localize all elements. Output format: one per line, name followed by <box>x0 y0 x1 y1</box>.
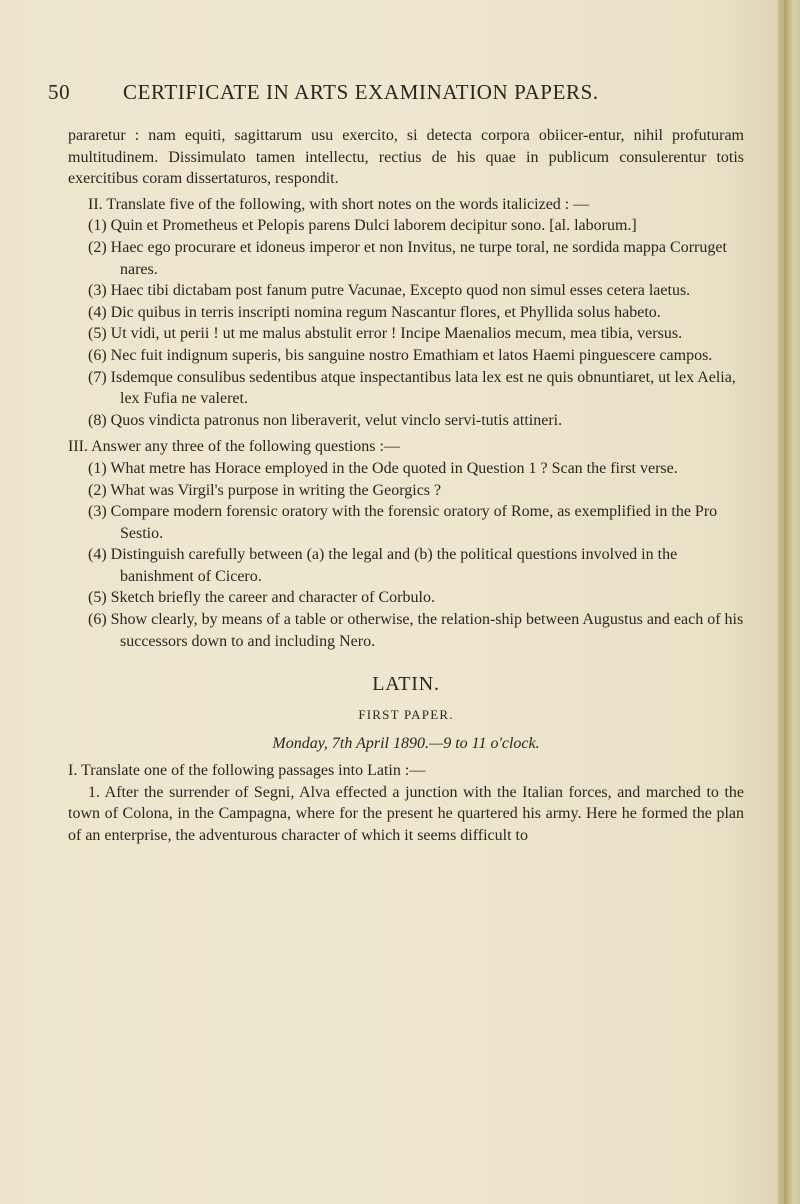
section-2-item: (7) Isdemque consulibus sedentibus atque inspectantibus lata lex est ne quis obnuntiaret, ut lex Aelia, lex Fufia ne valeret. <box>88 368 736 408</box>
passage-1: 1. After the surrender of Segni, Alva effected a junction with the Italian forces, and marched to the town of Colona, in the Campagna, where for the present he quartered his army. Here he formed the plan of an enterprise, the adventurous character of which it seems difficult to <box>68 783 744 844</box>
section-3-item: (6) Show clearly, by means of a table or otherwise, the relation-ship between Augustus and each of his successors down to and including Nero. <box>88 611 744 650</box>
section-2-item: (8) Quos vindicta patronus non liberaverit, velut vinclo servi-tutis attineri. <box>88 411 563 429</box>
exam-date-line: Monday, 7th April 1890.—9 to 11 o'clock. <box>272 735 540 753</box>
section-2-item: (5) Ut vidi, ut perii ! ut me malus abstulit error ! Incipe Maenalios mecum, mea tibia, versus. <box>88 325 683 343</box>
intro-paragraph: pararetur : nam equiti, sagittarum usu exercito, si detecta corpora obiicer-entur, nihil profuturam multitudinem. Dissimulato tamen intellectu, rectius de his quae in publicum consulerentur totis exercitibus coram dissertaturos, respondit. <box>68 127 744 188</box>
section-3-item: (5) Sketch briefly the career and character of Corbulo. <box>88 589 435 607</box>
section-2-item: (1) Quin et Prometheus et Pelopis parens Dulci laborem decipitur sono. [al. laborum.] <box>88 217 637 235</box>
section-2-item: (2) Haec ego procurare et idoneus imperor et non Invitus, ne turpe toral, ne sordida mappa Corruget nares. <box>88 238 727 278</box>
section-3-heading: III. Answer any three of the following questions :— <box>68 438 400 456</box>
section-3-item: (3) Compare modern forensic oratory with the forensic oratory of Rome, as exemplified in the Pro Sestio. <box>88 503 718 542</box>
section-3-item: (4) Distinguish carefully between (a) the legal and (b) the political questions involved in the banishment of Cicero. <box>88 546 678 585</box>
section-3-item: (1) What metre has Horace employed in the Ode quoted in Question 1 ? Scan the first verse. <box>88 459 678 477</box>
section-3-item: (2) What was Virgil's purpose in writing the Georgics ? <box>88 481 442 499</box>
page-content <box>68 125 744 846</box>
paper-subtitle: FIRST PAPER. <box>358 706 454 722</box>
section-2-item: (4) Dic quibus in terris inscripti nomina regum Nascantur flores, et Phyllida solus habeto. <box>88 303 661 321</box>
running-title: CERTIFICATE IN ARTS EXAMINATION PAPERS. <box>123 80 599 104</box>
section-2-item: (6) Nec fuit indignum superis, bis sanguine nostro Emathiam et latos Haemi pinguescere campos. <box>88 346 713 364</box>
page-edge-shadow <box>778 0 800 1204</box>
latin-title: LATIN. <box>372 673 440 696</box>
section-2-item: (3) Haec tibi dictabam post fanum putre Vacunae, Excepto quod non simul esses cetera laetus. <box>88 282 691 300</box>
translate-instruction: I. Translate one of the following passages into Latin :— <box>68 762 426 780</box>
section-2-heading: II. Translate five of the following, with short notes on the words italicized : — <box>88 195 590 213</box>
page-number: 50 <box>48 80 71 104</box>
page-edge-line <box>784 0 786 1204</box>
